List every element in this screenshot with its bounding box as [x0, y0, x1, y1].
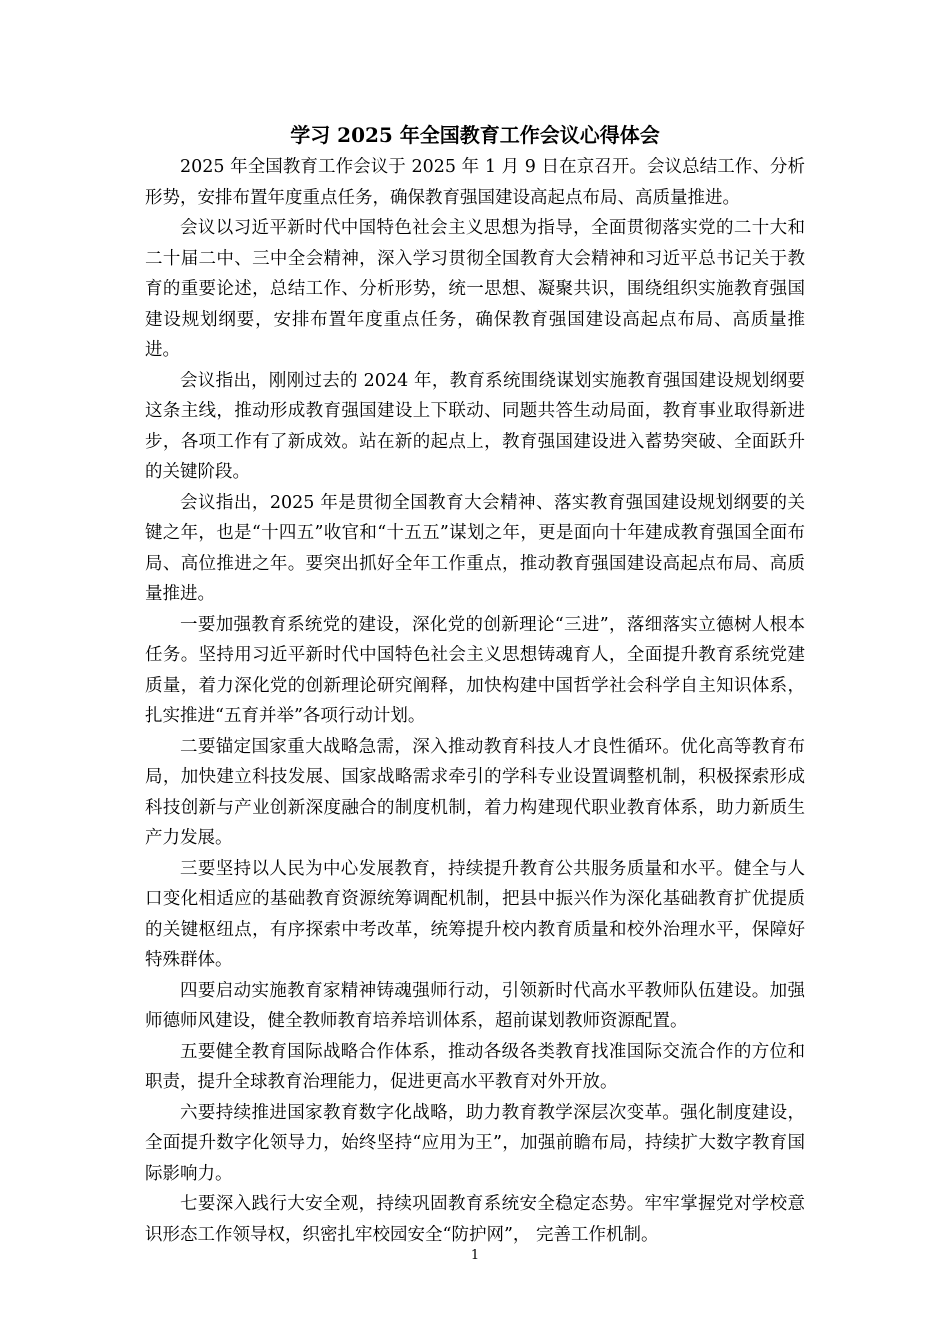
document-body: [145, 118, 805, 1250]
paragraph: 一要加强教育系统党的建设，深化党的创新理论“三进”，落细落实立德树人根本任务。坚持用习近平新时代中国特色社会主义思想铸魂育人，全面提升教育系统党建质量，着力深化党的创新理论研究阐释，加快构建中国哲学社会科学自主知识体系，扎实推进“五育并举”各项行动计划。: [145, 614, 805, 726]
paragraph: 二要锚定国家重大战略急需，深入推动教育科技人才良性循环。优化高等教育布局，加快建立科技发展、国家战略需求牵引的学科专业设置调整机制，积极探索形成科技创新与产业创新深度融合的制度机制，着力构建现代职业教育体系，助力新质生产力发展。: [145, 736, 805, 848]
paragraph: 三要坚持以人民为中心发展教育，持续提升教育公共服务质量和水平。健全与人口变化相适应的基础教育资源统筹调配机制，把县中振兴作为深化基础教育扩优提质的关键枢纽点，有序探索中考改革，统筹提升校内教育质量和校外治理水平，保障好特殊群体。: [145, 858, 805, 970]
paragraph: 2025 年全国教育工作会议于 2025 年 1 月 9 日在京召开。会议总结工作、分析形势，安排布置年度重点任务，确保教育强国建设高起点布局、高质量推进。: [145, 157, 805, 208]
paragraph: 六要持续推进国家教育数字化战略，助力教育教学深层次变革。强化制度建设，全面提升数字化领导力，始终坚持“应用为王”，加强前瞻布局，持续扩大数字教育国际影响力。: [145, 1102, 805, 1184]
paragraph: 七要深入践行大安全观，持续巩固教育系统安全稳定态势。牢牢掌握党对学校意识形态工作领导权，织密扎牢校园安全“防护网”， 完善工作机制。: [145, 1194, 805, 1245]
paragraph: 会议指出，刚刚过去的 2024 年，教育系统围绕谋划实施教育强国建设规划纲要这条主线，推动形成教育强国建设上下联动、同题共答生动局面，教育事业取得新进步，各项工作有了新成效。站在新的起点上，教育强国建设进入蓄势突破、全面跃升的关键阶段。: [145, 370, 805, 482]
paragraph: 会议以习近平新时代中国特色社会主义思想为指导，全面贯彻落实党的二十大和二十届二中、三中全会精神，深入学习贯彻全国教育大会精神和习近平总书记关于教育的重要论述，总结工作、分析形势，统一思想、凝聚共识，围绕组织实施教育强国建设规划纲要，安排布置年度重点任务，确保教育强国建设高起点布局、高质量推进。: [145, 218, 805, 360]
paragraph: 五要健全教育国际战略合作体系，推动各级各类教育找准国际交流合作的方位和职责，提升全球教育治理能力，促进更高水平教育对外开放。: [145, 1041, 805, 1092]
paragraph: 会议指出，2025 年是贯彻全国教育大会精神、落实教育强国建设规划纲要的关键之年，也是“十四五”收官和“十五五”谋划之年，更是面向十年建成教育强国全面布局、高位推进之年。要突出抓好全年工作重点，推动教育强国建设高起点布局、高质量推进。: [145, 492, 805, 604]
paragraph: 四要启动实施教育家精神铸魂强师行动，引领新时代高水平教师队伍建设。加强师德师风建设，健全教师教育培养培训体系，超前谋划教师资源配置。: [145, 980, 805, 1031]
document-title: 学习 2025 年全国教育工作会议心得体会: [290, 123, 660, 147]
page-number: 1: [470, 1248, 480, 1263]
